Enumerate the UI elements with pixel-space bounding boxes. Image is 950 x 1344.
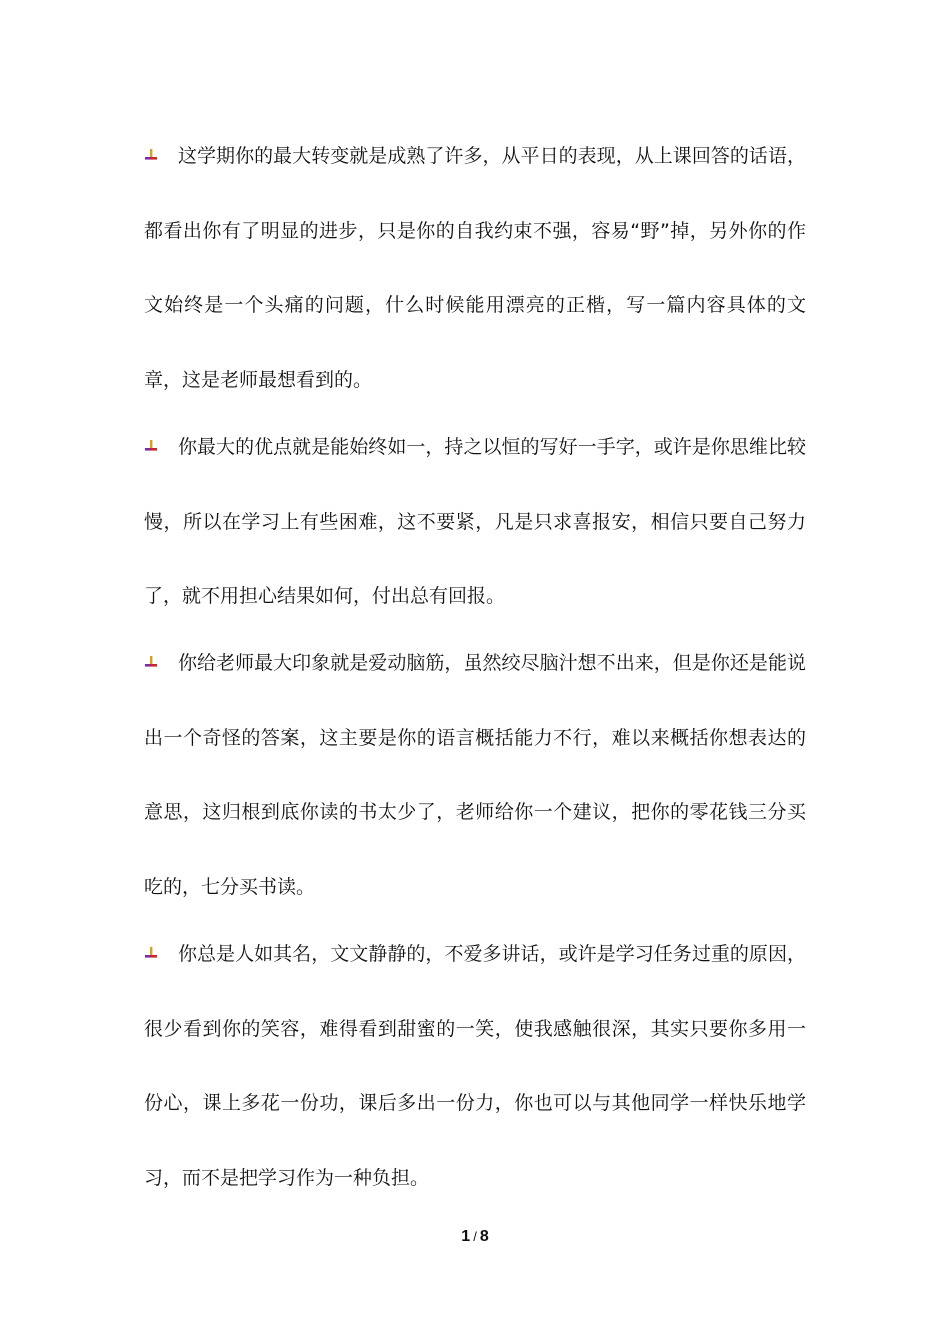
arrow-down-bullet-icon bbox=[144, 439, 158, 453]
comment-text: 你最大的优点就是能始终如一，持之以恒的写好一手字，或许是你思维比较慢，所以在学习上有些困难，这不要紧，凡是只求喜报安，相信只要自己努力了，就不用担心结果如何，付出总有回报。 bbox=[144, 436, 806, 607]
teacher-comment-4 bbox=[144, 917, 806, 1215]
teacher-comment-1 bbox=[144, 119, 806, 417]
page-number bbox=[0, 1228, 950, 1246]
teacher-comment-2 bbox=[144, 410, 806, 634]
page-separator: / bbox=[473, 1229, 477, 1244]
comment-text: 这学期你的最大转变就是成熟了许多，从平日的表现，从上课回答的话语，都看出你有了明显的进步，只是你的自我约束不强，容易“野”掉，另外你的作文始终是一个头痛的问题，什么时候能用漂亮的正楷，写一篇内容具体的文章，这是老师最想看到的。 bbox=[144, 145, 806, 391]
page-total: 8 bbox=[479, 1228, 489, 1245]
comment-text: 你给老师最大印象就是爱动脑筋，虽然绞尽脑汁想不出来，但是你还是能说出一个奇怪的答案，这主要是你的语言概括能力不行，难以来概括你想表达的意思，这归根到底你读的书太少了，老师给你一个建议，把你的零花钱三分买吃的，七分买书读。 bbox=[144, 652, 806, 898]
arrow-down-bullet-icon bbox=[144, 946, 158, 960]
comment-text: 你总是人如其名，文文静静的，不爱多讲话，或许是学习任务过重的原因，很少看到你的笑容，难得看到甜蜜的一笑，使我感触很深，其实只要你多用一份心，课上多花一份功，课后多出一份力，你也可以与其他同学一样快乐地学习，而不是把学习作为一种负担。 bbox=[144, 943, 806, 1189]
arrow-down-bullet-icon bbox=[144, 655, 158, 669]
page-current: 1 bbox=[461, 1228, 471, 1245]
arrow-down-bullet-icon bbox=[144, 148, 158, 162]
teacher-comment-3 bbox=[144, 626, 806, 924]
